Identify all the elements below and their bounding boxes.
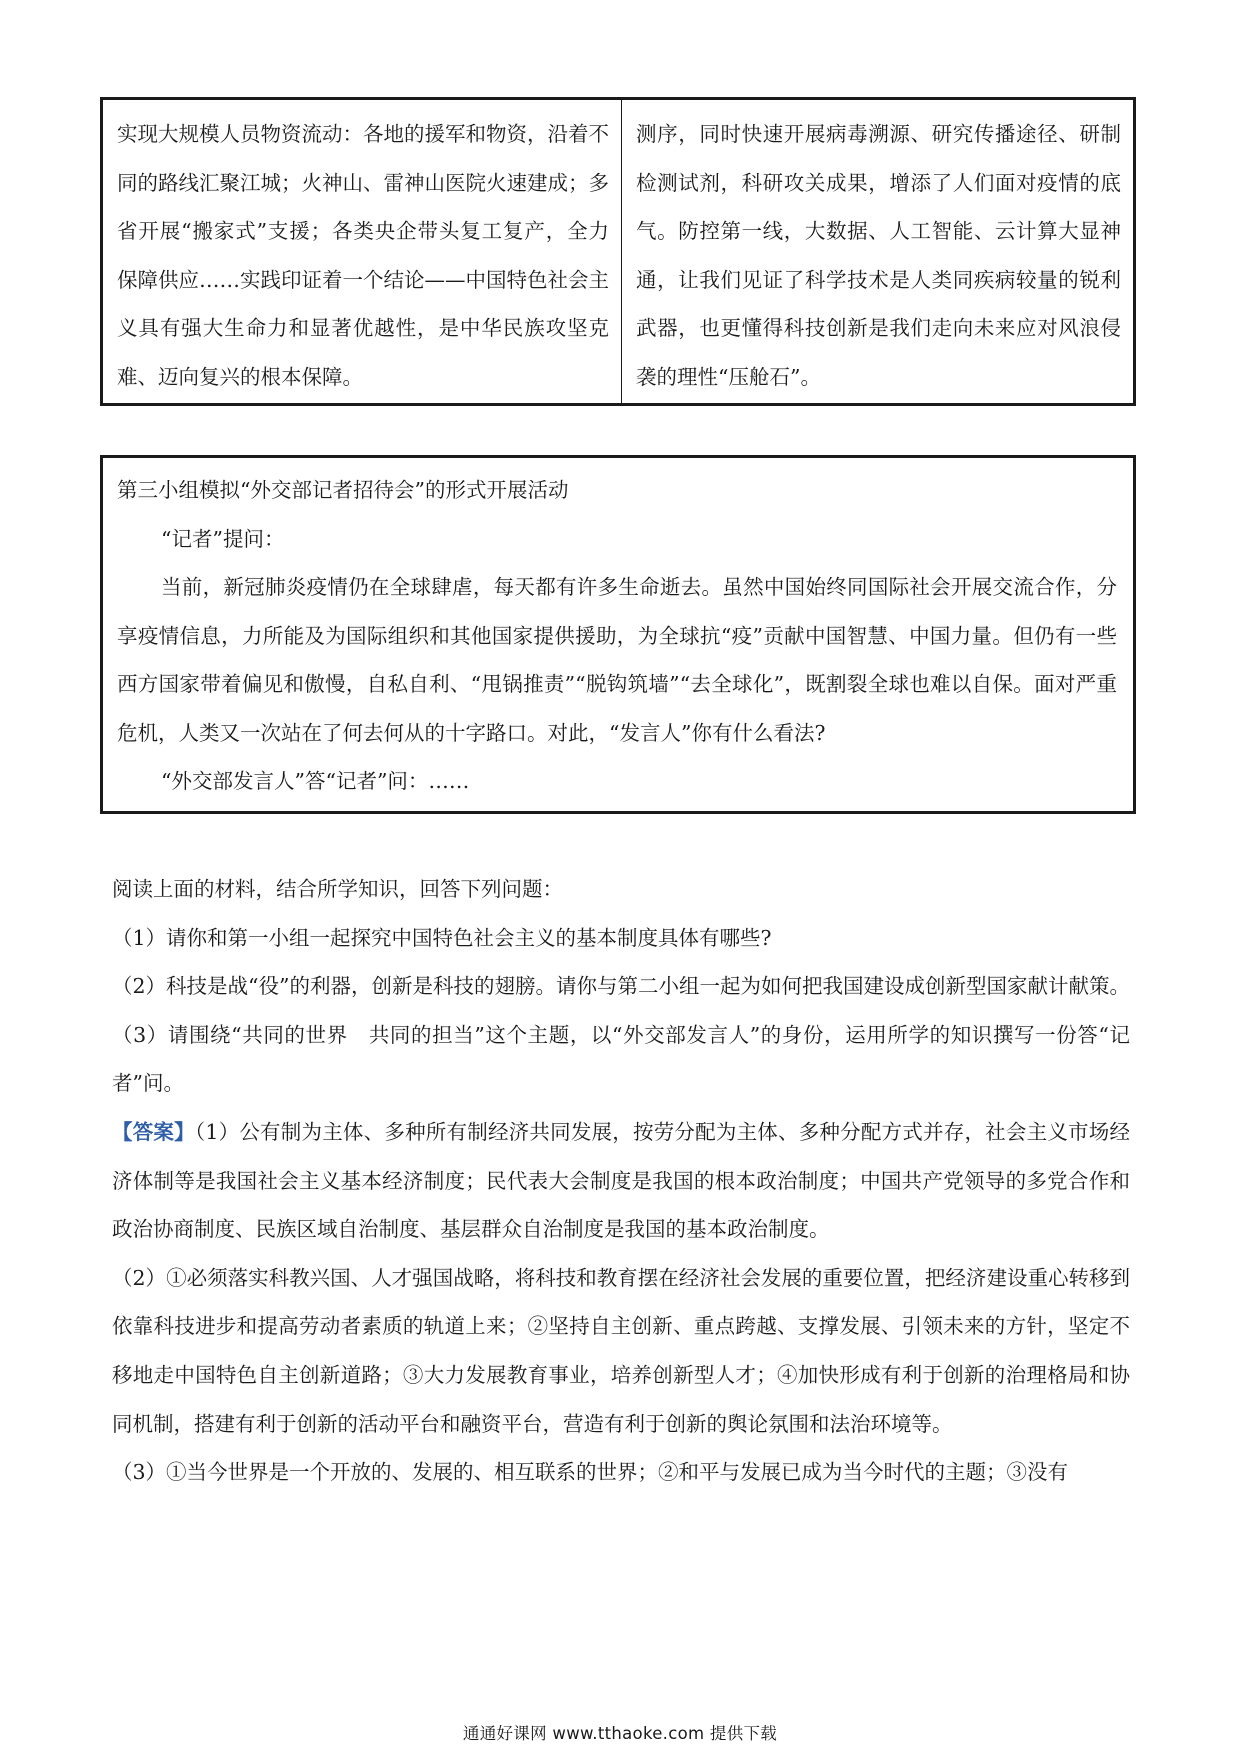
question-2: （2）科技是战“役”的利器，创新是科技的翅膀。请你与第二小组一起为如何把我国建设成创新型国家献计献策。	[112, 974, 1131, 999]
material-table-right-cell: 测序，同时快速开展病毒溯源、研究传播途径、研制检测试剂，科研攻关成果，增添了人们面对疫情的底气。防控第一线，大数据、人工智能、云计算大显神通，让我们见证了科学技术是人类同疾病较量的锐利武器，也更懂得科技创新是我们走向未来应对风浪侵袭的理性“压舱石”。	[636, 122, 1121, 389]
spokesperson-reply: “外交部发言人”答“记者”问：……	[161, 769, 470, 793]
material-table-left-cell: 实现大规模人员物资流动：各地的援军和物资，沿着不同的路线汇聚江城；火神山、雷神山医院火速建成；多省开展“搬家式”支援；各类央企带头复工复产，全力保障供应……实践印证着一个结论——中国特色社会主义具有强大生命力和显著优越性，是中华民族攻坚克难、迈向复兴的根本保障。	[103, 100, 622, 403]
question-1: （1）请你和第一小组一起探究中国特色社会主义的基本制度具体有哪些?	[112, 925, 772, 950]
question-3: （3）请围绕“共同的世界 共同的担当”这个主题，以“外交部发言人”的身份，运用所学的知识撰写一份答“记者”问。	[112, 1022, 1130, 1096]
questions-and-answers	[112, 865, 1130, 1497]
reporter-question-text: 当前，新冠肺炎疫情仍在全球肆虐，每天都有许多生命逝去。虽然中国始终同国际社会开展交流合作，分享疫情信息，力所能及为国际组织和其他国家提供援助，为全球抗“疫”贡献中国智慧、中国力量。但仍有一些西方国家带着偏见和傲慢，自私自利、“甩锅推责”“脱钩筑墙”“去全球化”，既割裂全球也难以自保。面对严重危机，人类又一次站在了何去何从的十字路口。对此，“发言人”你有什么看法?	[117, 575, 1117, 745]
group3-activity-box	[100, 455, 1136, 814]
answer-1-text: （1）公有制为主体、多种所有制经济共同发展，按劳分配为主体、多种分配方式并存，社会主义市场经济体制等是我国社会主义基本经济制度；民代表大会制度是我国的根本政治制度；中国共产党领导的多党合作和政治协商制度、民族区域自治制度、基层群众自治制度是我国的基本政治制度。	[112, 1119, 1130, 1242]
reporter-question-label: “记者”提问：	[161, 526, 285, 551]
material-table	[100, 97, 1136, 406]
answer-1	[112, 1108, 1130, 1254]
questions-intro: 阅读上面的材料，结合所学知识，回答下列问题：	[112, 877, 563, 901]
answer-2: （2）①必须落实科教兴国、人才强国战略，将科技和教育摆在经济社会发展的重要位置，把经济建设重心转移到依靠科技进步和提高劳动者素质的轨道上来；②坚持自主创新、重点跨越、支撑发展、引领未来的方针，坚定不移地走中国特色自主创新道路；③大力发展教育事业，培养创新型人才；④加快形成有利于创新的治理格局和协同机制，搭建有利于创新的活动平台和融资平台，营造有利于创新的舆论氛围和法治环境等。	[112, 1265, 1130, 1436]
answer-label: 【答案】	[112, 1119, 195, 1144]
answer-3: （3）①当今世界是一个开放的、发展的、相互联系的世界；②和平与发展已成为当今时代的主题；③没有	[112, 1460, 1069, 1485]
group3-title: 第三小组模拟“外交部记者招待会”的形式开展活动	[117, 478, 569, 502]
page-footer: 通通好课网 www.tthaoke.com 提供下载	[462, 1724, 778, 1743]
